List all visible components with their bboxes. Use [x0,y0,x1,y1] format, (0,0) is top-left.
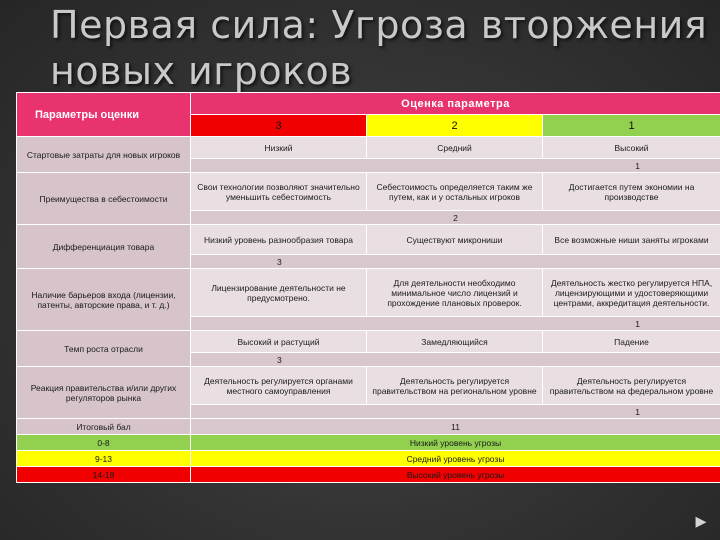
row-score: 1 [191,405,720,419]
level-label: Средний уровень угрозы [191,451,720,467]
option-score-1: Высокий [543,137,720,159]
total-label: Итоговый бал [17,419,191,435]
table-row [17,269,720,317]
param-label: Дифференциация товара [17,225,191,269]
param-label: Реакция правительства и/или других регуляторов рынка [17,367,191,419]
evaluation-header: Оценка параметра [191,93,720,115]
option-score-1: Деятельность жестко регулируется НПА, лицензирующими и удостоверяющими центрами, аккредитация деятельности. [543,269,720,317]
total-row [17,419,720,435]
table-row [17,137,720,159]
row-score: 2 [191,211,720,225]
table-row [17,367,720,405]
level-range: 0-8 [17,435,191,451]
next-slide-icon[interactable]: ▸ [695,508,707,533]
level-range: 9-13 [17,451,191,467]
option-score-2: Деятельность регулируется правительством на региональном уровне [367,367,543,405]
option-score-3: Деятельность регулируется органами местного самоуправления [191,367,367,405]
table-row [17,225,720,255]
param-label: Преимущества в себестоимости [17,173,191,225]
option-score-3: Свои технологии позволяют значительно уменьшить себестоимость [191,173,367,211]
page-title: Первая сила: Угроза вторжения новых игроков [50,3,708,93]
table-row [17,331,720,353]
level-row-high [17,467,720,483]
option-score-2: Замедляющийся [367,331,543,353]
row-score: 1 [191,317,720,331]
level-row-low [17,435,720,451]
option-score-2: Для деятельности необходимо минимальное число лицензий и прохождение плановых проверок. [367,269,543,317]
total-value: 11 [191,419,720,435]
score-col-3: 3 [191,115,367,137]
option-score-1: Деятельность регулируется правительством на федеральном уровне [543,367,720,405]
params-header: Параметры оценки [17,93,191,137]
score-col-2: 2 [367,115,543,137]
option-score-3: Высокий и растущий [191,331,367,353]
param-label: Стартовые затраты для новых игроков [17,137,191,173]
level-label: Высокий уровень угрозы [191,467,720,483]
option-score-1: Достигается путем экономии на производстве [543,173,720,211]
row-score: 3 [191,255,720,269]
option-score-2: Средний [367,137,543,159]
param-label: Наличие барьеров входа (лицензии, патенты, авторские права, и т. д.) [17,269,191,331]
option-score-3: Низкий [191,137,367,159]
option-score-3: Низкий уровень разнообразия товара [191,225,367,255]
option-score-2: Себестоимость определяется таким же путем, как и у остальных игроков [367,173,543,211]
level-row-medium [17,451,720,467]
option-score-1: Падение [543,331,720,353]
option-score-3: Лицензирование деятельности не предусмотрено. [191,269,367,317]
level-label: Низкий уровень угрозы [191,435,720,451]
row-score: 3 [191,353,720,367]
param-label: Темп роста отрасли [17,331,191,367]
score-col-1: 1 [543,115,720,137]
level-range: 14-18 [17,467,191,483]
row-score: 1 [191,159,720,173]
table-row [17,173,720,211]
evaluation-table [16,92,720,483]
option-score-2: Существуют микрониши [367,225,543,255]
option-score-1: Все возможные ниши заняты игроками [543,225,720,255]
